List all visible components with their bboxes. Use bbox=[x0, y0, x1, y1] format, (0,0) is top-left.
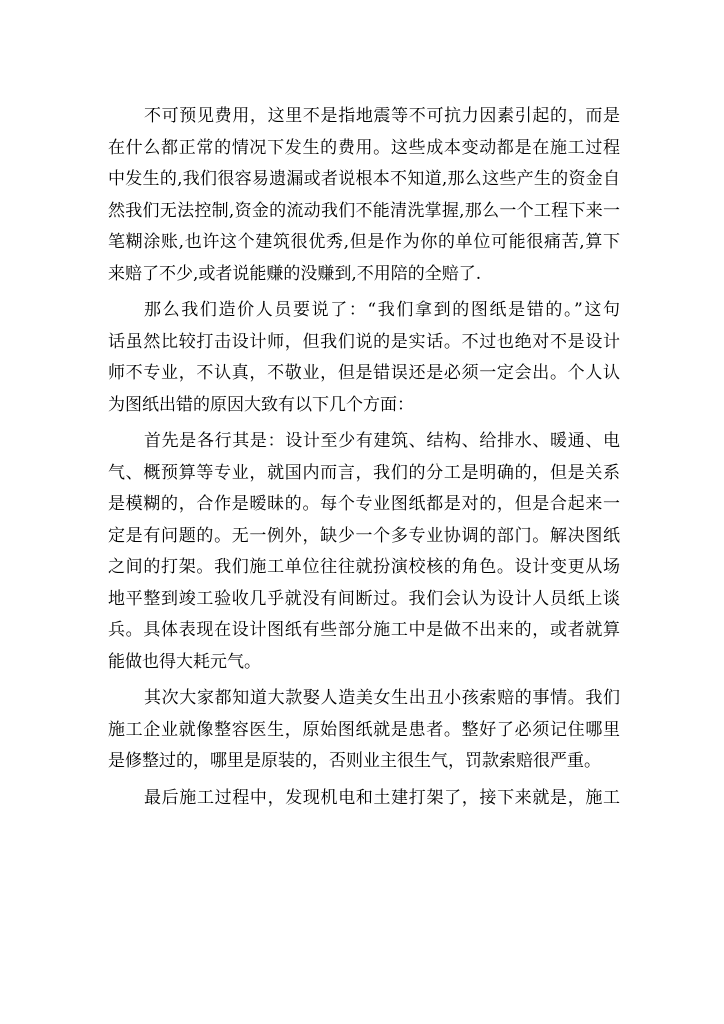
text-line: 不可预见费用，这里不是指地震等不可抗力因素引起的，而是 bbox=[144, 106, 620, 126]
text-line: 是修整过的，哪里是原装的，否则业主很生气，罚款索赔很严重。 bbox=[108, 751, 601, 771]
paragraph-drawing-errors bbox=[108, 295, 620, 421]
text-line: 来赔了不少,或者说能赚的没赚到,不用陪的全赔了. bbox=[108, 263, 482, 284]
text-line: 那么我们造价人员要说了：“我们拿到的图纸是错的。”这句 bbox=[144, 300, 620, 320]
text-line: 地平整到竣工验收几乎就没有间断过。我们会认为设计人员纸上谈 bbox=[108, 588, 620, 609]
text-line: 话虽然比较打击设计师，但我们说的是实话。不过也绝对不是设计 bbox=[108, 331, 620, 352]
text-line: 首先是各行其是：设计至少有建筑、结构、给排水、暖通、电 bbox=[144, 431, 620, 451]
paragraph-first-reason bbox=[108, 426, 620, 678]
text-line: 兵。具体表现在设计图纸有些部分施工中是做不出来的，或者就算 bbox=[108, 620, 620, 640]
paragraph-second-reason bbox=[108, 683, 620, 778]
text-line: 施工企业就像整容医生，原始图纸就是患者。整好了必须记住哪里 bbox=[108, 719, 620, 740]
text-line: 气、概预算等专业，就国内而言，我们的分工是明确的，但是关系 bbox=[108, 462, 620, 483]
text-line: 最后施工过程中，发现机电和土建打架了，接下来就是，施工 bbox=[144, 787, 620, 808]
text-line: 定是有问题的。无一例外，缺少一个多专业协调的部门。解决图纸 bbox=[108, 525, 620, 546]
text-line: 其次大家都知道大款娶人造美女生出丑小孩索赔的事情。我们 bbox=[144, 688, 620, 708]
text-line: 是模糊的，合作是暧昧的。每个专业图纸都是对的，但是合起来一 bbox=[108, 494, 620, 514]
text-line: 然我们无法控制,资金的流动我们不能清洗掌握,那么一个工程下来一 bbox=[108, 200, 620, 221]
text-line: 为图纸出错的原因大致有以下几个方面： bbox=[108, 394, 414, 415]
text-line: 能做也得大耗元气。 bbox=[108, 651, 261, 672]
text-line: 笔糊涂账,也许这个建筑很优秀,但是作为你的单位可能很痛苦,算下 bbox=[108, 232, 620, 252]
document-body bbox=[108, 101, 620, 814]
text-line: 在什么都正常的情况下发生的费用。这些成本变动都是在施工过程 bbox=[108, 137, 620, 158]
text-line: 中发生的,我们很容易遗漏或者说根本不知道,那么这些产生的资金自 bbox=[108, 169, 620, 189]
paragraph-unforeseen-costs bbox=[108, 101, 620, 290]
paragraph-last-reason bbox=[108, 783, 620, 815]
text-line: 师不专业，不认真，不敬业，但是错误还是必须一定会出。个人认 bbox=[108, 363, 620, 383]
text-line: 之间的打架。我们施工单位往往就扮演校核的角色。设计变更从场 bbox=[108, 557, 620, 577]
